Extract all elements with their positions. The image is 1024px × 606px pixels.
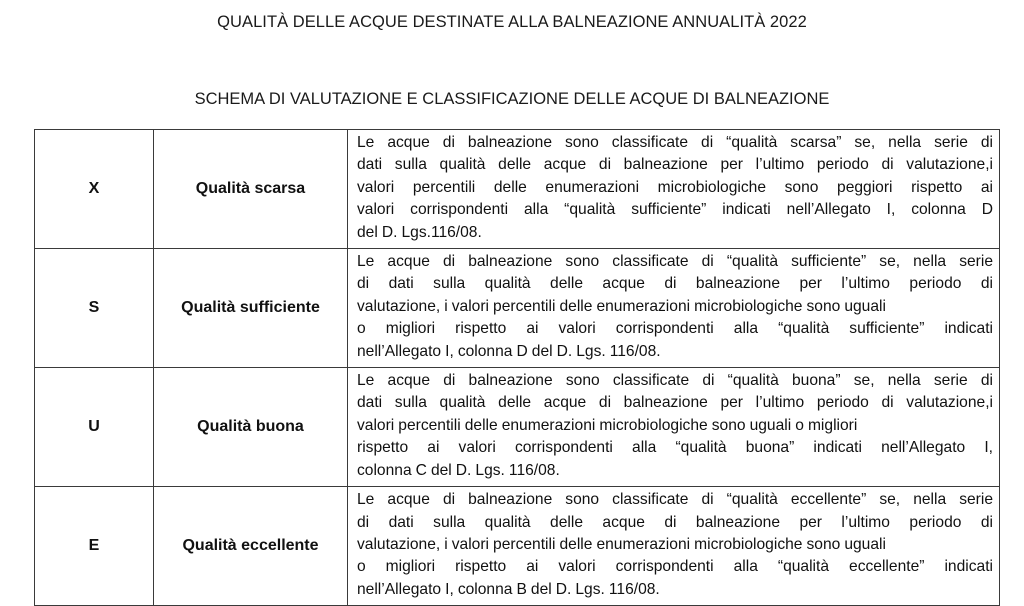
description-line: rispetto ai valori corrispondenti alla “qualità buona” indicati nell’Allegato I, <box>357 439 993 457</box>
class-code: S <box>35 249 154 368</box>
class-code: E <box>35 487 154 606</box>
class-description <box>348 368 1000 487</box>
class-description <box>348 487 1000 606</box>
description-line: o migliori rispetto ai valori corrispondenti alla “qualità eccellente” indicati <box>357 558 993 576</box>
document-subtitle: SCHEMA DI VALUTAZIONE E CLASSIFICAZIONE DELLE ACQUE DI BALNEAZIONE <box>194 90 830 108</box>
class-label: Qualità scarsa <box>154 130 348 249</box>
description-line: dati sulla qualità delle acque di balneazione per l’ultimo periodo di valutazione,i <box>357 394 993 412</box>
description-line: Le acque di balneazione sono classificate di “qualità buona” se, nella serie di <box>357 372 993 390</box>
description-line: del D. Lgs.116/08. <box>357 223 482 241</box>
class-label: Qualità sufficiente <box>154 249 348 368</box>
description-line: dati sulla qualità delle acque di balneazione per l’ultimo periodo di valutazione,i <box>357 156 993 174</box>
table-row-sufficiente <box>35 249 1000 368</box>
class-code: X <box>35 130 154 249</box>
class-code: U <box>35 368 154 487</box>
description-line: Le acque di balneazione sono classificate di “qualità sufficiente” se, nella serie <box>357 253 993 271</box>
class-description <box>348 249 1000 368</box>
document-title: QUALITÀ DELLE ACQUE DESTINATE ALLA BALNEAZIONE ANNUALITÀ 2022 <box>217 13 807 31</box>
table-row-eccellente <box>35 487 1000 606</box>
class-label: Qualità buona <box>154 368 348 487</box>
description-line: valutazione, i valori percentili delle enumerazioni microbiologiche sono uguali <box>357 297 886 315</box>
description-line: di dati sulla qualità delle acque di balneazione per l’ultimo periodo di <box>357 513 993 531</box>
description-line: o migliori rispetto ai valori corrispondenti alla “qualità sufficiente” indicati <box>357 320 993 338</box>
description-line: Le acque di balneazione sono classificate di “qualità scarsa” se, nella serie di <box>357 134 993 151</box>
description-line: valutazione, i valori percentili delle enumerazioni microbiologiche sono uguali <box>357 535 886 553</box>
class-description <box>348 130 1000 249</box>
description-line: colonna C del D. Lgs. 116/08. <box>357 461 560 479</box>
classification-table <box>34 129 1000 606</box>
description-line: Le acque di balneazione sono classificate di “qualità eccellente” se, nella serie <box>357 491 993 509</box>
table-row-scarsa <box>35 130 1000 249</box>
description-line: nell’Allegato I, colonna D del D. Lgs. 116/08. <box>357 342 661 360</box>
description-line: valori percentili delle enumerazioni microbiologiche sono peggiori rispetto ai <box>357 178 993 196</box>
description-line: di dati sulla qualità delle acque di balneazione per l’ultimo periodo di <box>357 275 993 293</box>
description-line: valori percentili delle enumerazioni microbiologiche sono uguali o migliori <box>357 416 858 434</box>
table-row-buona <box>35 368 1000 487</box>
class-label: Qualità eccellente <box>154 487 348 606</box>
description-line: valori corrispondenti alla “qualità sufficiente” indicati nell’Allegato I, colonna D <box>357 201 993 219</box>
description-line: nell’Allegato I, colonna B del D. Lgs. 116/08. <box>357 580 660 598</box>
